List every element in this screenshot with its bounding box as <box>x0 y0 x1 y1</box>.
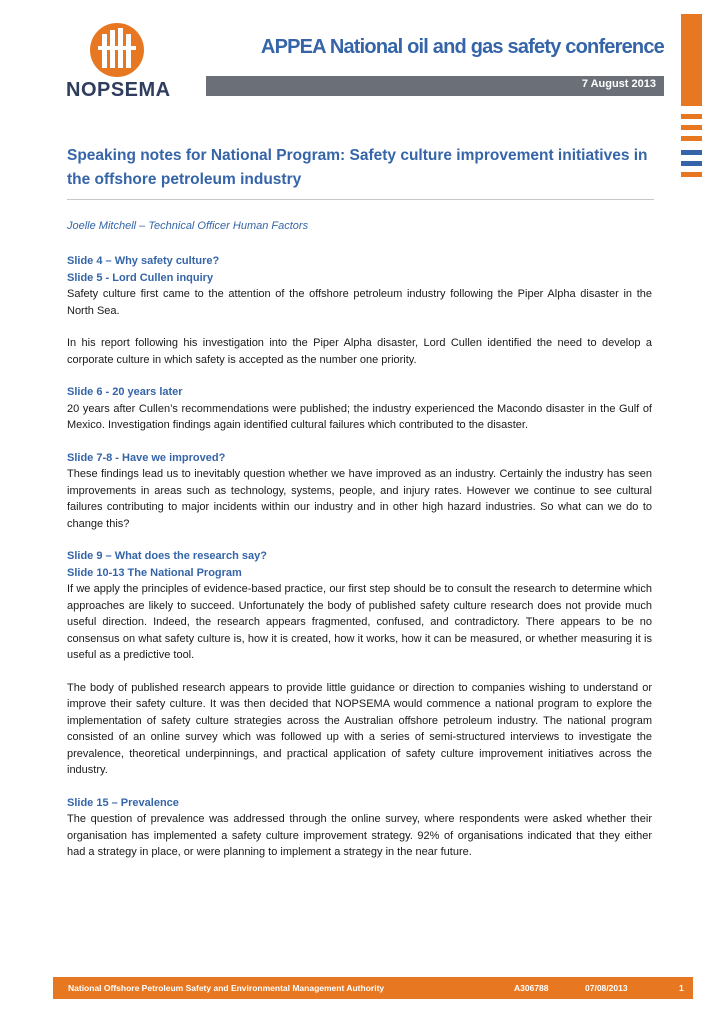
section-heading: Slide 9 – What does the research say? <box>67 550 267 562</box>
page-footer <box>53 977 693 999</box>
author-line: Joelle Mitchell – Technical Officer Human Factors <box>67 220 309 232</box>
section-heading: Slide 4 – Why safety culture? <box>67 255 220 267</box>
section-why-safety-culture <box>67 253 652 368</box>
title-divider <box>67 199 654 200</box>
section-20-years-later <box>67 384 652 434</box>
section-heading: Slide 10-13 The National Program <box>67 566 242 579</box>
footer-doc-ref: A306788 <box>514 983 549 993</box>
section-have-we-improved <box>67 450 652 533</box>
stripe-blue-2 <box>681 161 702 166</box>
document-body <box>67 253 652 877</box>
document-title: Speaking notes for National Program: Safety culture improvement initiatives in the offshore petroleum industry <box>67 147 648 188</box>
nopsema-logo-mark-icon <box>88 22 146 78</box>
section-prevalence <box>67 795 652 861</box>
section-heading: Slide 6 - 20 years later <box>67 386 183 398</box>
stripe-orange-1 <box>681 114 702 119</box>
body-paragraph: In his report following his investigation into the Piper Alpha disaster, Lord Cullen identified the need to develop a corporate culture in which safety is accepted as the number one priority. <box>67 337 652 366</box>
section-research-national-program <box>67 548 652 779</box>
stripe-bar-orange-tall <box>681 14 702 106</box>
section-heading: Slide 5 - Lord Cullen inquiry <box>67 271 214 284</box>
logo-wordmark: NOPSEMA <box>66 79 171 101</box>
body-paragraph: 20 years after Cullen’s recommendations were published; the industry experienced the Macondo disaster in the Gulf of Mexico. Investigation findings again identified cultural failures which contributed to the disaster. <box>67 402 652 431</box>
section-heading: Slide 7-8 - Have we improved? <box>67 451 226 464</box>
footer-organisation: National Offshore Petroleum Safety and Environmental Management Authority <box>68 983 385 993</box>
body-paragraph: These findings lead us to inevitably question whether we have improved as an industry. Certainly the industry has seen improvements in areas such as technology, systems, people, and injury rates. However we continue to see cultural failures contributing to major incidents within our industry and in other high hazard industries. So what can we do to change this? <box>67 468 652 530</box>
stripe-orange-2 <box>681 125 702 130</box>
footer-date: 07/08/2013 <box>585 983 628 993</box>
body-paragraph: Safety culture first came to the attention of the offshore petroleum industry following the Piper Alpha disaster in the North Sea. <box>67 288 652 317</box>
body-paragraph: The question of prevalence was addressed through the online survey, where respondents were asked whether their organisation has implemented a safety culture improvement strategy. 92% of organisations indicated that they either had a strategy in place, or were planning to implement a strategy in the near future. <box>67 813 652 858</box>
stripe-orange-3 <box>681 136 702 141</box>
stripe-orange-4 <box>681 172 702 177</box>
date-bar <box>206 76 664 96</box>
body-paragraph: If we apply the principles of evidence-based practice, our first step should be to consult the research to determine which approaches are likely to succeed. Unfortunately the body of published safety culture research does not provide much useful direction. Indeed, the research appears fragmented, confused, and contradictory. There appears to be no consensus on what safety culture is, how it is created, how it works, how it can be measured, or whether measuring it is useful as a predictive tool. <box>67 583 652 661</box>
body-paragraph: The body of published research appears to provide little guidance or direction to companies wishing to understand or improve their safety culture. It was then decided that NOPSEMA would commence a national program to explore the implementation of safety culture strategies across the Australian offshore petroleum industry. The national program consisted of an online survey which was followed up with a series of semi-structured interviews to investigate the prevalence, theoretical underpinnings, and practical application of safety culture improvement initiatives across the industry. <box>67 681 652 776</box>
footer-page-number: 1 <box>679 983 684 993</box>
conference-date: 7 August 2013 <box>581 78 656 90</box>
stripe-blue-1 <box>681 150 702 155</box>
section-heading: Slide 15 – Prevalence <box>67 796 179 809</box>
conference-title: APPEA National oil and gas safety conference <box>260 36 664 58</box>
